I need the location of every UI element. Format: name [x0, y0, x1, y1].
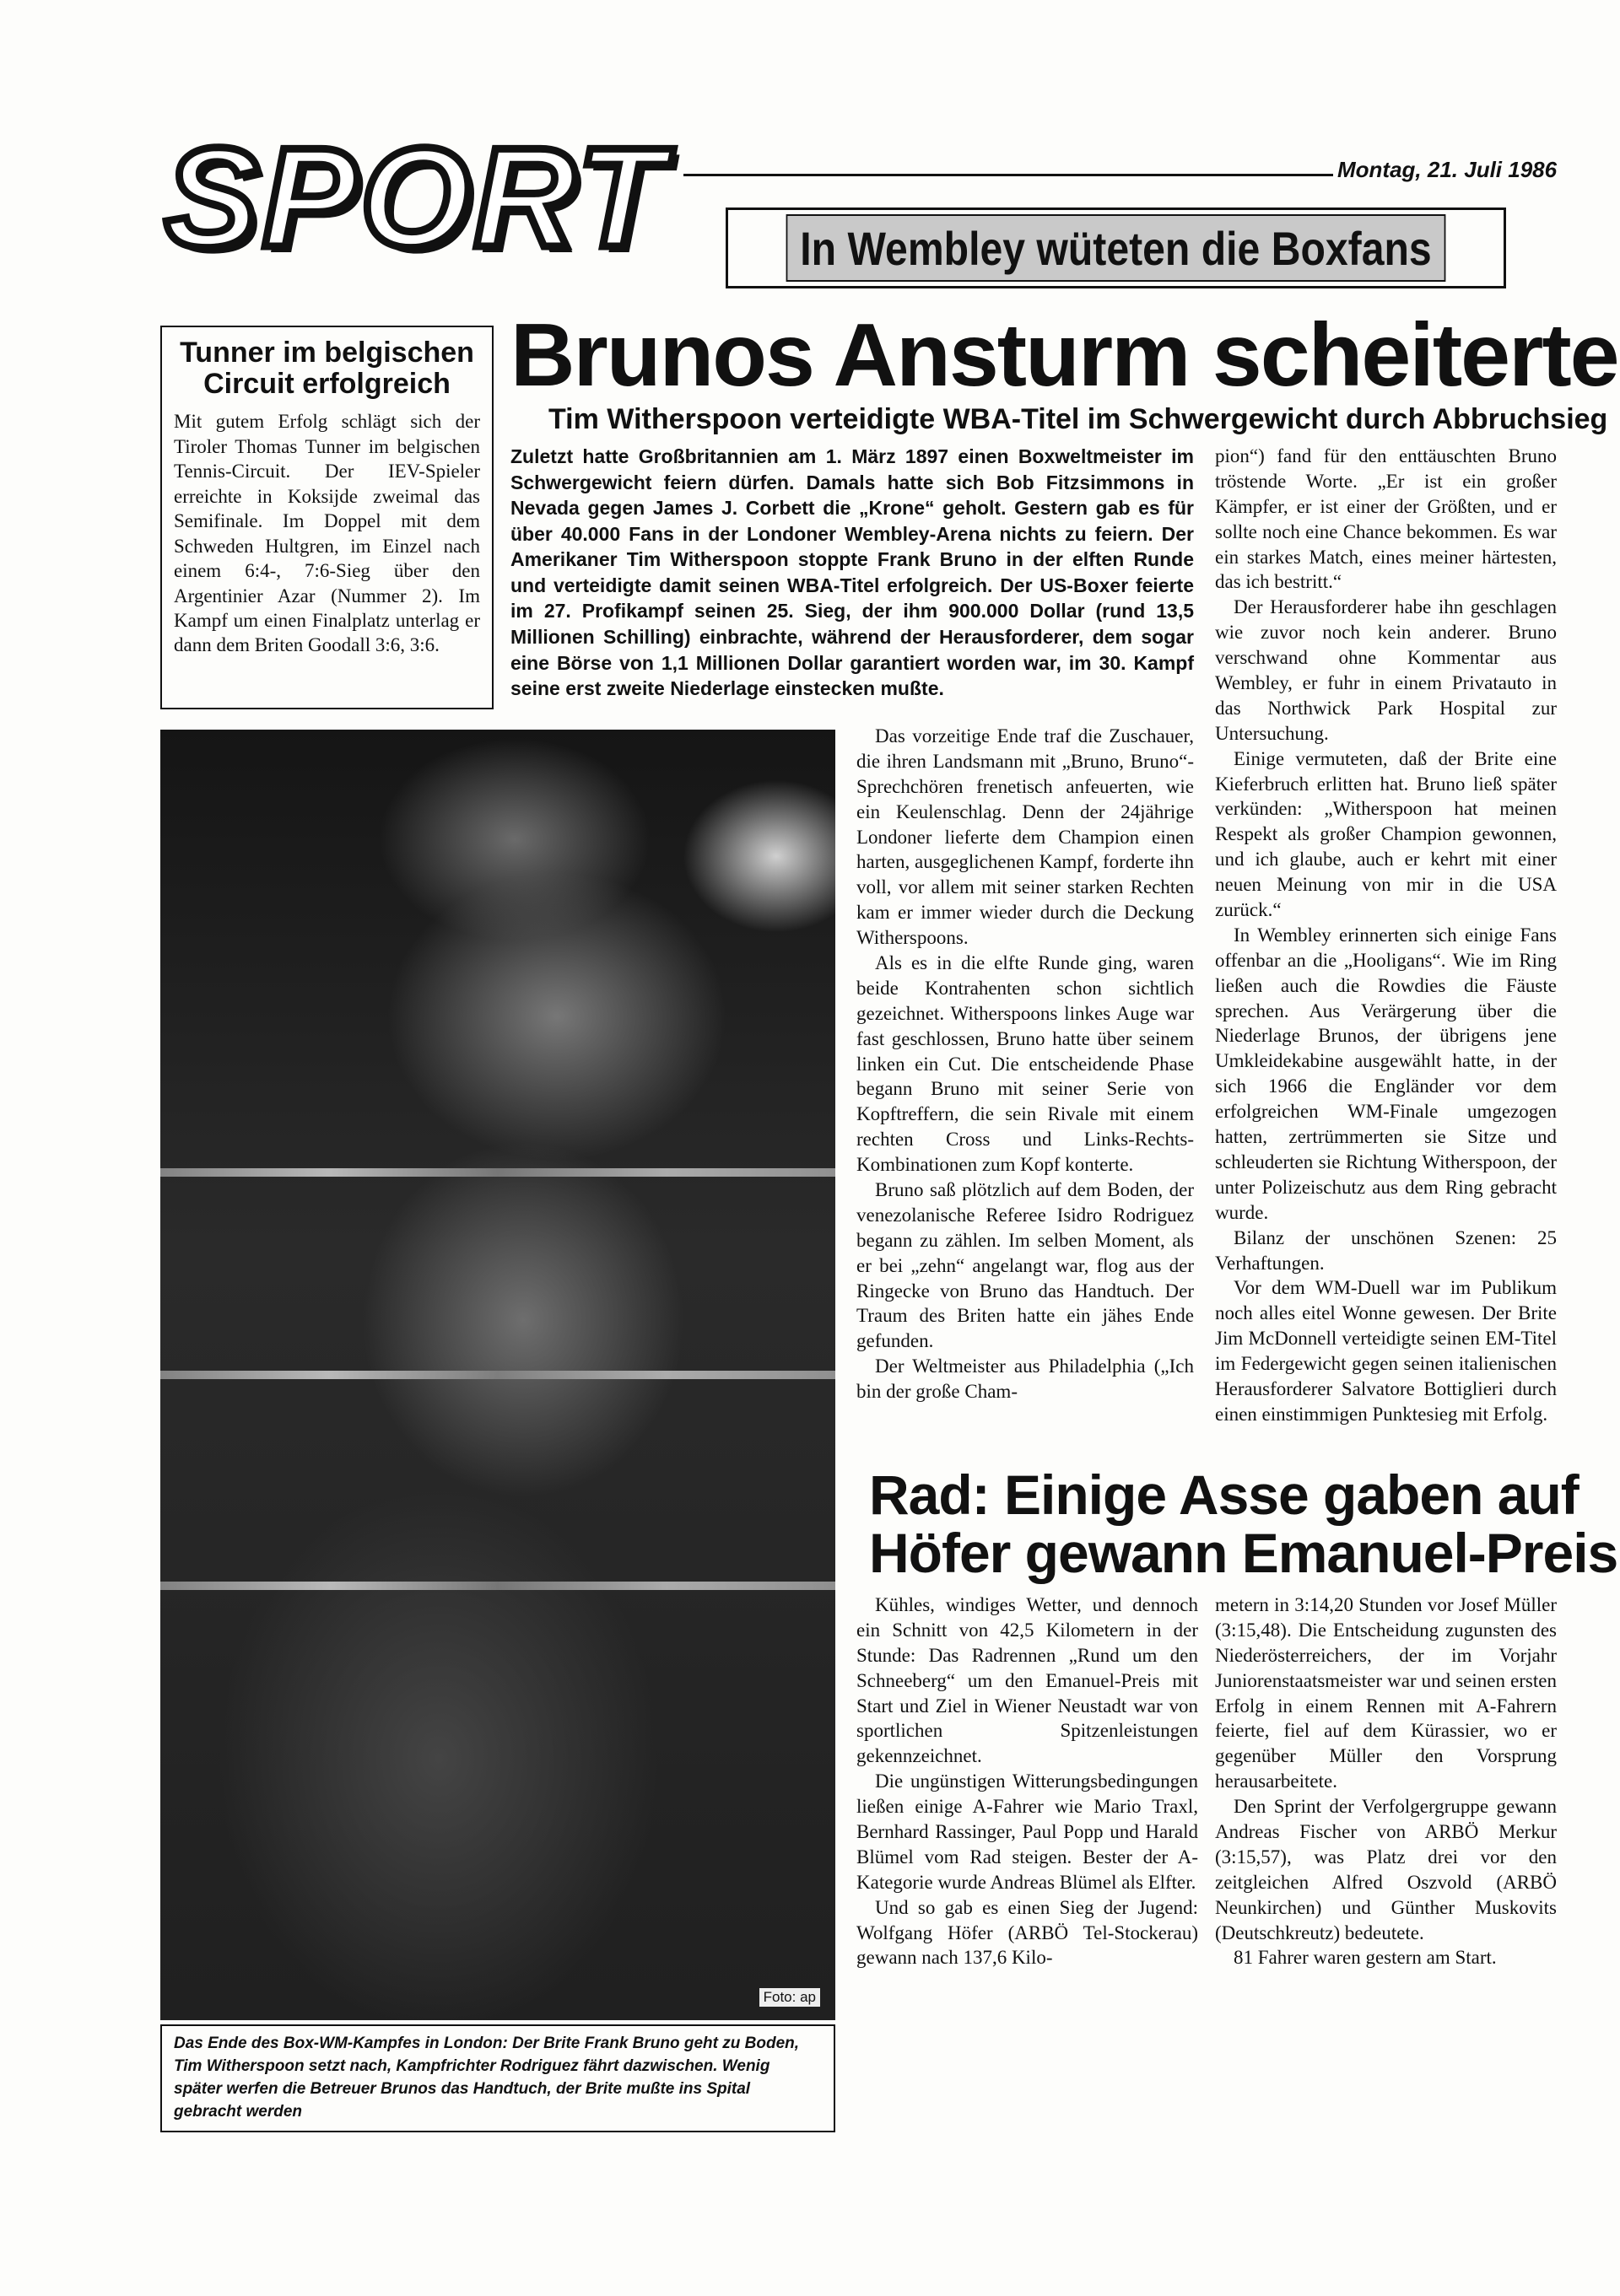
paragraph: Das vorzeitige Ende traf die Zuschauer, die ihren Landsmann mit „Bruno, Bruno“-Sprechchören frenetisch anfeuerten, wie ein Keulenschlag. Denn der 24jährige Londoner lieferte dem Champion einen harten, ausgeglichenen Kampf, forderte ihn voll, vor allem mit seiner starken Rechten kam er immer wieder durch die Deckung Witherspoons.: [856, 725, 1194, 949]
cycling-headline-line1: Rad: Einige Asse gaben auf: [869, 1463, 1579, 1526]
paragraph: Der Weltmeister aus Philadelphia („Ich bin der große Cham-: [856, 1356, 1194, 1403]
photo-caption: Das Ende des Box-WM-Kampfes in London: Der Brite Frank Bruno geht zu Boden, Tim Witherspoon setzt nach, Kampfrichter Rodriguez fährt dazwischen. Wenig später werfen die Betreuer Brunos das Handtuch, der Brite mußte ins Spital gebracht werden: [160, 2024, 835, 2132]
cycling-column-right: [1215, 1593, 1557, 1970]
paragraph: Den Sprint der Verfolgergruppe gewann Andreas Fischer von ARBÖ Merkur (3:15,57), was Platz drei vor den zeitgleichen Alfred Oszvold (ARBÖ Neunkirchen) und Günther Muskovits (Deutschkreutz) bedeutete.: [1215, 1796, 1557, 1943]
paragraph: Der Herausforderer habe ihn geschlagen wie zuvor noch kein anderer. Bruno verschwand ohne Kommentar aus Wembley, er fuhr in einem Privatauto in das Northwick Park Hospital zur Untersuchung.: [1215, 596, 1557, 744]
sidebar-headline: Tunner im belgischen Circuit erfolgreich: [180, 337, 474, 400]
section-logo: SPORT: [165, 118, 667, 277]
sidebar-body: Mit gutem Erfolg schlägt sich der Tiroler Thomas Tunner im belgischen Tennis-Circuit. Der IEV-Spieler erreichte in Koksijde zweimal das Semifinale. Im Doppel mit dem Schweden Hultgren, im Einzel nach einem 6:4-, 7:6-Sieg über den Argentinier Azar (Nummer 2). Im Kampf um einen Finalplatz unterlag er dann dem Briten Goodall 3:6, 3:6.: [174, 411, 480, 656]
ring-rope: [160, 1582, 835, 1590]
cycling-headline: [869, 1463, 1618, 1584]
paragraph: Bilanz der unschönen Szenen: 25 Verhaftungen.: [1215, 1226, 1557, 1274]
paragraph: Einige vermuteten, daß der Brite eine Kieferbruch erlitten hat. Bruno ließ später verkünden: „Witherspoon hat meinen Respekt als großer Champion gewonnen, und ich glaube, auch er kehrt mit einer neuen Meinung von mir in die USA zurück.“: [1215, 747, 1557, 921]
paragraph: In Wembley erinnerten sich einige Fans offenbar an die „Hooligans“. Wie im Ring ließen auch die Rowdies die Fäuste sprechen. Aus Verärgerung über die Niederlage Brunos, der übrigens jene Umkleidekabine ausgewählt hatte, in der sich 1966 die Engländer vor dem erfolgreichen WM-Finale umgezogen hatten, zertrümmerten sie Sitze und schleuderten sie Richtung Witherspoon, der unter Polizeischutz aus dem Ring gebracht wurde.: [1215, 924, 1557, 1223]
date-rule: [683, 174, 1333, 176]
paragraph: pion“) fand für den enttäuschten Bruno tröstende Worte. „Er ist ein großer Kämpfer, er ist einer der Größten, und er sollte noch eine Chance bekommen. Es war ein starkes Match, eines meiner härtesten, das ich bestritt.“: [1215, 445, 1557, 593]
cycling-headline-line2: Höfer gewann Emanuel-Preis: [869, 1521, 1618, 1584]
paragraph: Die ungünstigen Witterungsbedingungen ließen einige A-Fahrer wie Mario Traxl, Bernhard Rassinger, Paul Popp und Harald Blümel vom Rad steigen. Bester der A-Kategorie wurde Andreas Blümel als Elfter.: [856, 1771, 1198, 1893]
main-headline: Brunos Ansturm scheiterte: [510, 305, 1618, 405]
lead-paragraph: Zuletzt hatte Großbritannien am 1. März 1897 einen Boxweltmeister im Schwergewicht feiern dürfen. Damals hatte sich Bob Fitzsimmons in Nevada gegen James J. Corbett die „Krone“ geholt. Gestern gab es für über 40.000 Fans in der Londoner Wembley-Arena nichts zu feiern. Der Amerikaner Tim Witherspoon stoppte Frank Bruno in der elften Runde und verteidigte damit seinen WBA-Titel erfolgreich. Der US-Boxer feierte im 27. Profikampf seinen 25. Sieg, der ihm 900.000 Dollar (rund 13,5 Millionen Schilling) einbrachte, während der Herausforderer, dem sogar eine Börse von 1,1 Millionen Dollar garantiert worden war, im 30. Kampf seine erst zweite Niederlage einstecken mußte.: [510, 445, 1194, 700]
paragraph: 81 Fahrer waren gestern am Start.: [1234, 1947, 1497, 1969]
kicker-text: In Wembley wüteten die Boxfans: [786, 214, 1446, 282]
paragraph: metern in 3:14,20 Stunden vor Josef Müller (3:15,48). Die Entscheidung zugunsten des Niederösterreichers, der im Vorjahr Juniorenstaatsmeister war und seinen ersten Erfolg in einem Rennen mit A-Fahrern feierte, fiel auf dem Kürassier, wo er gegenüber Müller den Vorsprung herausarbeitete.: [1215, 1594, 1557, 1792]
cycling-column-left: [856, 1593, 1198, 1970]
main-subhead: Tim Witherspoon verteidigte WBA-Titel im Schwergewicht durch Abbruchsieg: [548, 403, 1608, 435]
ring-rope: [160, 1371, 835, 1379]
paragraph: Vor dem WM-Duell war im Publikum noch alles eitel Wonne gewesen. Der Brite Jim McDonnell verteidigte seinen EM-Titel im Federgewicht gegen seinen italienischen Herausforderer Salvatore Bottiglieri durch einen einstimmigen Punktesieg mit Erfolg.: [1215, 1277, 1557, 1425]
paragraph: Bruno saß plötzlich auf dem Boden, der venezolanische Referee Isidro Rodriguez begann zu zählen. Im selben Moment, als er bei „zehn“ angelangt war, flog aus der Ringecke von Bruno das Handtuch. Der Traum des Briten hatte ein jähes Ende gefunden.: [856, 1179, 1194, 1352]
article-column-right: [1215, 444, 1557, 1427]
issue-date: Montag, 21. Juli 1986: [1337, 157, 1558, 182]
paragraph: Und so gab es einen Sieg der Jugend: Wolfgang Höfer (ARBÖ Tel-Stockerau) gewann nach 137,6 Kilo-: [856, 1896, 1198, 1969]
paragraph: Als es in die elfte Runde ging, waren beide Kontrahenten schon sichtlich gezeichnet. Witherspoons linkes Auge war fast geschlossen, Bruno hatte über seinem linken ein Cut. Die entscheidende Phase begann Bruno mit seiner Serie von Kopftreffern, die sein Rivale mit einem rechten Cross und Links-Rechts-Kombinationen zum Kopf konterte.: [856, 952, 1194, 1176]
photo-credit: Foto: ap: [759, 1988, 820, 2007]
sidebar-tennis: [160, 326, 494, 709]
article-column-middle: [856, 724, 1194, 1404]
ring-rope: [160, 1168, 835, 1177]
boxing-photo: [160, 730, 835, 2020]
kicker-box: [726, 208, 1506, 288]
paragraph: Kühles, windiges Wetter, und dennoch ein Schnitt von 42,5 Kilometern in der Stunde: Das Radrennen „Rund um den Schneeberg“ um den Emanuel-Preis mit Start und Ziel in Wiener Neustadt war von sportlichen Spitzenleistungen gekennzeichnet.: [856, 1594, 1198, 1767]
